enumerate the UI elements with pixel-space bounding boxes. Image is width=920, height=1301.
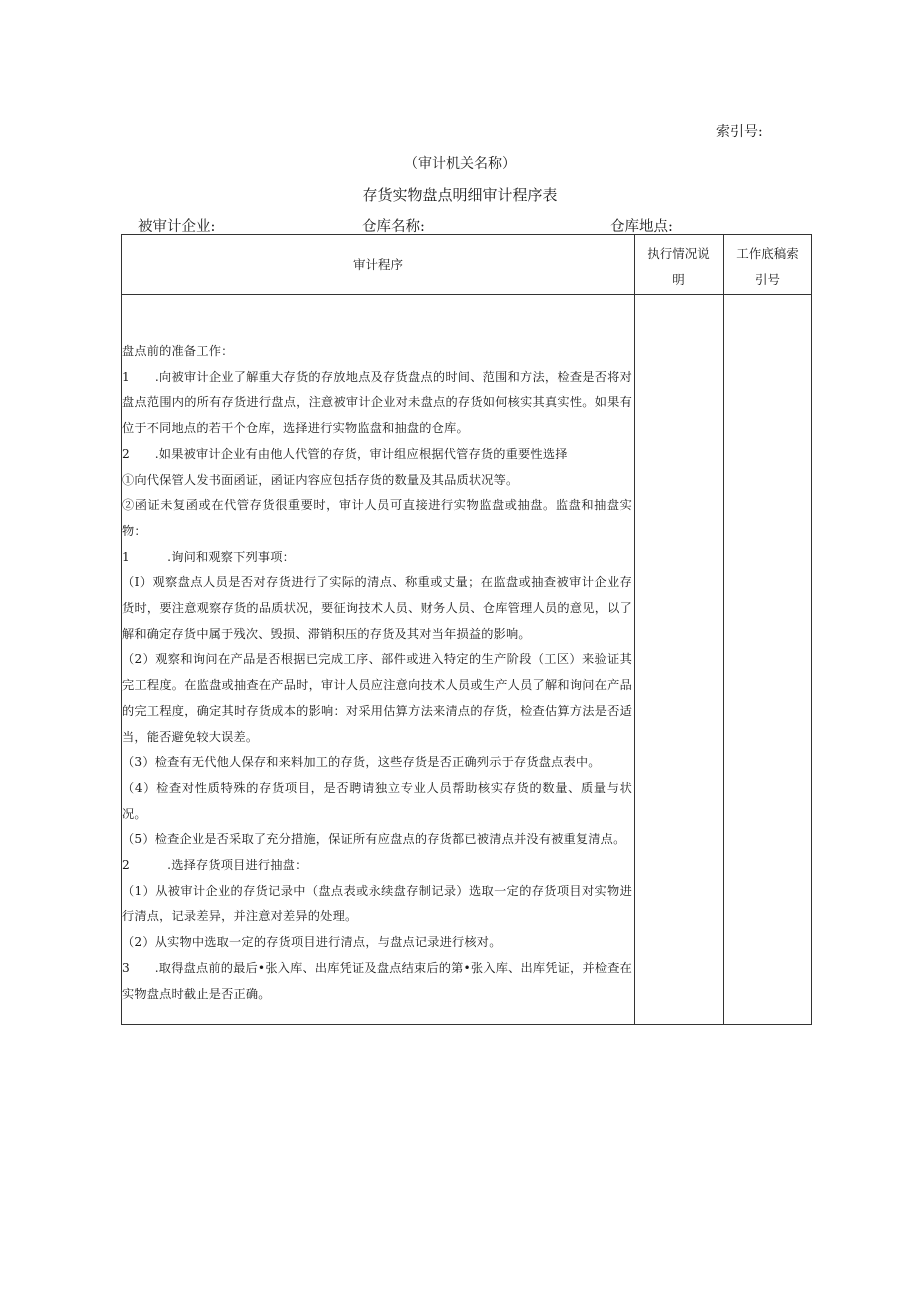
procedure-line: （I）观察盘点人员是否对存货进行了实际的清点、称重或丈量；在监盘或抽查被审计企业存货时，要注意观察存货的品质状况，要征询技术人员、财务人员、仓库管理人员的意见，以了解和确定存货中属于残次、毁损、滞销积压的存货及其对当年损益的影响。 <box>122 575 632 641</box>
procedure-line: （2）观察和询问在产品是否根据已完成工序、部件或进入特定的生产阶段（工区）来验证其完工程度。在监盘或抽查在产品时，审计人员应注意向技术人员或生产人员了解和询问在产品的完工程度，确定其时存货成本的影响：对采用估算方法来清点的存货，检查估算方法是否适当，能否避免较大误差。 <box>122 652 632 744</box>
procedure-line: （2）从实物中选取一定的存货项目进行清点，与盘点记录进行核对。 <box>122 935 502 950</box>
procedure-line: （1）从被审计企业的存货记录中（盘点表或永续盘存制记录）选取一定的存货项目对实物进行清点，记录差异，并注意对差异的处理。 <box>122 883 632 924</box>
procedure-line: 2 .如果被审计企业有由他人代管的存货，审计组应根据代管存货的重要性选择 <box>122 446 568 461</box>
procedure-line: （3）检查有无代他人保存和来料加工的存货，这些存货是否正确列示于存货盘点表中。 <box>122 755 601 770</box>
procedure-line: 1 .向被审计企业了解重大存货的存放地点及存货盘点的时间、范围和方法，检查是否将对盘点范围内的所有存货进行盘点，注意被审计企业对未盘点的存货如何核实其真实性。如果有位于不同地点的若干个仓库，选择进行实物监盘和抽盘的仓库。 <box>122 369 632 436</box>
procedure-line: （5）检查企业是否采取了充分措施，保证所有应盘点的存货都已被清点并没有被重复清点。 <box>122 832 626 847</box>
column-divider <box>723 235 724 1024</box>
column-divider <box>634 235 635 1024</box>
header-workpaper-line: 工作底稿索 <box>736 246 799 261</box>
procedure-line: ①向代保管人发书面函证，函证内容应包括存货的数量及其品质状况等。 <box>122 472 519 487</box>
header-workpaper-line: 引号 <box>754 272 780 287</box>
header-execution-line: 明 <box>672 272 685 287</box>
warehouse-name-label: 仓库名称: <box>362 219 425 235</box>
audited-enterprise-label: 被审计企业: <box>138 219 216 235</box>
procedure-content <box>122 339 632 1007</box>
page-title: 存货实物盘点明细审计程序表 <box>362 186 558 204</box>
procedure-line: 3 .取得盘点前的最后•张入库、出库凭证及盘点结束后的第•张入库、出库凭证，并检查在实物盘点时截止是否正确。 <box>122 960 632 1001</box>
procedure-line: （4）检查对性质特殊的存货项目，是否聘请独立专业人员帮助核实存货的数量、质量与状况。 <box>122 780 632 821</box>
procedure-line: 1 .询问和观察下列事项： <box>122 549 296 564</box>
procedure-line: 2 .选择存货项目进行抽盘： <box>122 858 308 873</box>
index-number-label: 索引号: <box>716 124 763 140</box>
header-divider <box>122 294 811 295</box>
audit-procedure-table <box>121 234 812 1025</box>
header-execution-notes <box>634 241 723 293</box>
audit-organization-name: （审计机关名称） <box>404 156 516 172</box>
warehouse-location-label: 仓库地点: <box>610 219 673 235</box>
header-execution-line: 执行情况说 <box>647 246 710 261</box>
header-audit-procedure: 审计程序 <box>352 257 403 272</box>
header-workpaper-index <box>723 241 812 293</box>
procedure-line: ②函证未复函或在代管存货很重要时，审计人员可直接进行实物监盘或抽盘。监盘和抽盘实物： <box>122 498 632 538</box>
procedure-line: 盘点前的准备工作： <box>122 344 234 358</box>
